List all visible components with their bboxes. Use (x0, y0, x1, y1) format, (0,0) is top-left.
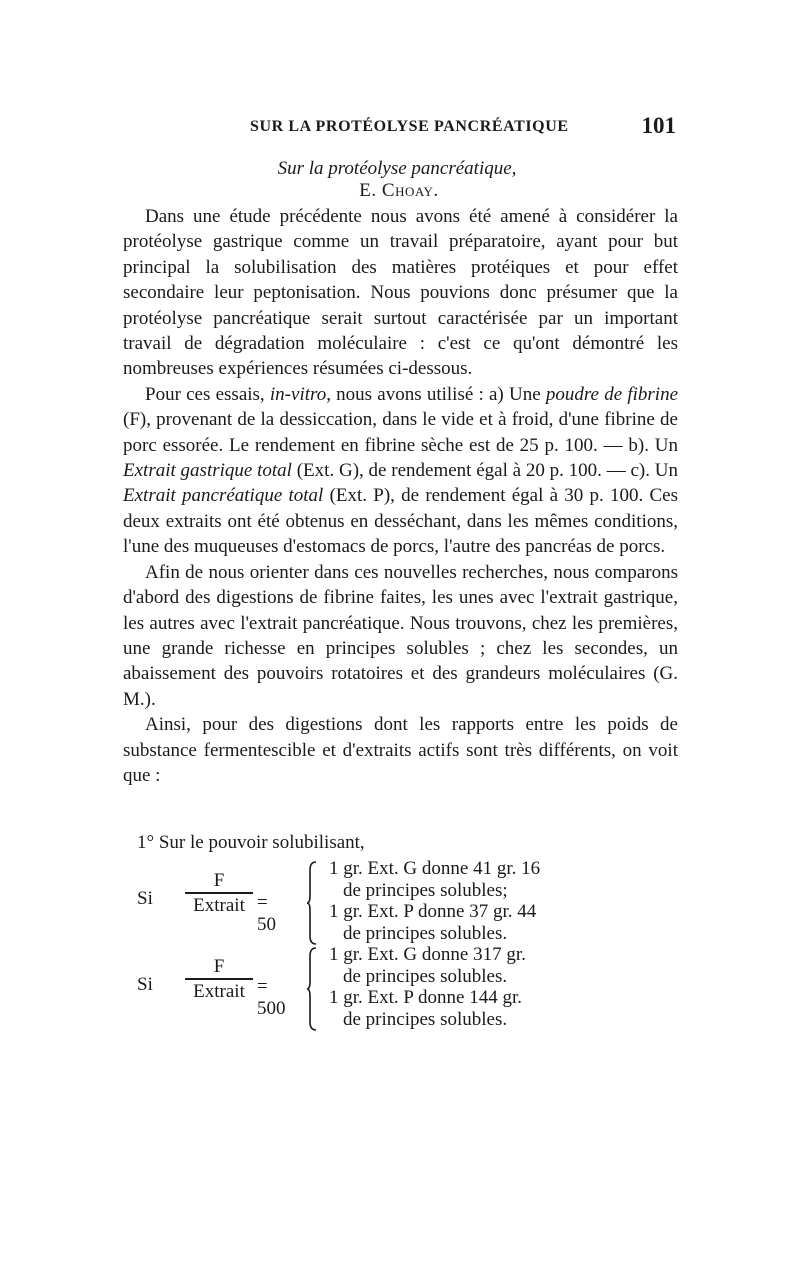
italic-text: in-vitro (269, 383, 327, 405)
paragraph-text: Pour ces essais, (145, 383, 270, 405)
fraction-denominator: Extrait (193, 894, 245, 916)
paragraph (123, 382, 678, 560)
body-text (123, 204, 678, 788)
article-title-block (0, 158, 800, 202)
result-line: 1 gr. Ext. G donne 317 gr. (329, 944, 526, 965)
result-line: 1 gr. Ext. P donne 37 gr. 44 (329, 901, 537, 922)
article-author: E. Choay. (359, 180, 439, 201)
fraction-numerator: F (213, 956, 225, 977)
fraction-bar (185, 892, 253, 894)
running-title: SUR LA PROTÉOLYSE PANCRÉATIQUE (250, 118, 569, 135)
left-brace (307, 946, 319, 1032)
result-line: de principes solubles; (343, 879, 508, 901)
result-line: de principes solubles. (343, 965, 508, 987)
paragraph-text: Dans une étude précédente nous avons été amené à considérer la protéolyse gastrique comme un travail préparatoire, ayant pour but principal la solubilisation des matières protéiques et pour effet secondaire leur peptonisation. Nous pouvions donc présumer que la protéolyse pancréatique serait surtout caractérisée par un important travail de dégradation moléculaire : c'est ce qu'ont démontré les nombreuses expériences résumées ci-dessous. (123, 206, 678, 380)
italic-text: poudre de fibrine (545, 383, 679, 405)
list-item-solubilisant: 1° Sur le pouvoir solubilisant, (137, 832, 365, 853)
page-header (122, 113, 678, 142)
fraction-numerator: F (213, 870, 225, 891)
paragraph (123, 560, 678, 712)
paragraph (123, 712, 678, 788)
paragraph-text: (Ext. P), de rendement égal à 30 p. 100. Ces deux extraits ont été obtenus en desséchant, dans les mêmes conditions, l'une des muqueuses d'estomacs de porcs, l'autre des pancréas de porcs. (123, 485, 679, 558)
fraction-denominator: Extrait (193, 980, 245, 1002)
paragraph-text: , nous avons utilisé : a) Une (326, 383, 546, 405)
fraction (185, 956, 253, 1003)
formula-results (329, 858, 540, 944)
fraction-bar (185, 978, 253, 980)
article-title: Sur la protéolyse pancréatique, (277, 158, 517, 179)
italic-text: Extrait gastrique total (123, 460, 292, 482)
result-line: de principes solubles. (343, 1008, 508, 1030)
result-line: de principes solubles. (343, 922, 508, 944)
result-line: 1 gr. Ext. G donne 41 gr. 16 (329, 858, 541, 879)
paragraph-text: (F), provenant de la dessiccation, dans le vide et à froid, d'une fibrine de porc essorée. Le rendement en fibrine sèche est de 25 p. 100. — b). Un (123, 409, 678, 456)
paragraph (123, 204, 678, 382)
left-brace (307, 860, 319, 946)
formula-si-label: Si (137, 888, 153, 909)
formula-equals: = 50 (257, 892, 276, 935)
formula-equals: = 500 (257, 976, 286, 1019)
paragraph-text: Ainsi, pour des digestions dont les rapports entre les poids de substance fermentescible et d'extraits actifs sont très différents, on voit que : (123, 714, 678, 786)
fraction (185, 870, 253, 917)
formula-results (329, 944, 526, 1030)
paragraph-text: (Ext. G), de rendement égal à 20 p. 100. — c). Un (291, 460, 679, 482)
italic-text: Extrait pancréatique total (123, 485, 324, 507)
result-line: 1 gr. Ext. P donne 144 gr. (329, 987, 522, 1008)
page-number: 101 (641, 113, 676, 138)
paragraph-text: Afin de nous orienter dans ces nouvelles recherches, nous comparons d'abord des digestions de fibrine faites, les unes avec l'extrait gastrique, les autres avec l'extrait pancréatique. Nous trouvons, chez les premières, une grande richesse en principes solubles ; chez les secondes, un abaissement des pouvoirs rotatoires et des grandeurs moléculaires (G. M.). (123, 561, 678, 710)
formula-si-label: Si (137, 974, 153, 995)
